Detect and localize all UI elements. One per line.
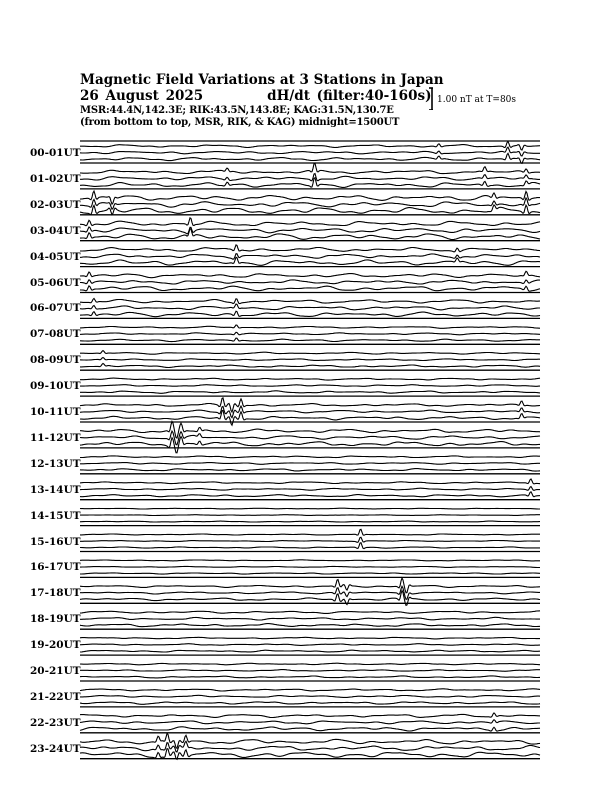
station-trace — [80, 720, 540, 724]
hour-label: 16-17UT — [30, 561, 81, 574]
station-trace — [80, 163, 540, 173]
hour-label: 09-10UT — [30, 380, 81, 393]
station-trace — [80, 695, 540, 697]
station-trace — [80, 325, 540, 328]
hour-label: 14-15UT — [30, 509, 81, 522]
station-trace — [80, 492, 540, 497]
station-trace — [80, 174, 540, 181]
station-trace — [80, 304, 540, 310]
hour-label: 19-20UT — [30, 639, 81, 652]
station-trace — [80, 689, 540, 691]
station-trace — [80, 406, 540, 418]
hour-label: 23-24UT — [30, 742, 81, 755]
station-trace — [80, 469, 540, 472]
station-trace — [80, 254, 540, 260]
station-trace — [80, 153, 540, 163]
station-trace — [80, 586, 540, 599]
hour-label: 04-05UT — [30, 250, 81, 263]
hour-label: 21-22UT — [30, 690, 81, 703]
station-trace — [80, 358, 540, 361]
station-trace — [80, 702, 540, 704]
station-trace — [80, 560, 540, 561]
station-trace — [80, 727, 540, 731]
station-trace — [80, 529, 540, 535]
hour-label: 01-02UT — [30, 172, 81, 185]
hour-label: 06-07UT — [30, 302, 81, 315]
station-trace — [80, 205, 540, 215]
station-trace — [80, 227, 540, 234]
hour-label: 18-19UT — [30, 613, 81, 626]
station-trace — [80, 508, 540, 509]
station-trace — [80, 271, 540, 277]
chart-date: 26 August 2025 — [80, 88, 204, 104]
station-trace — [80, 611, 540, 614]
station-trace — [80, 332, 540, 335]
station-trace — [80, 713, 540, 718]
stack-order-note: (from bottom to top, MSR, RIK, & KAG) midnight=1500UT — [80, 117, 400, 128]
station-trace — [80, 537, 540, 542]
station-trace — [80, 734, 540, 749]
station-trace — [80, 311, 540, 317]
hour-label: 22-23UT — [30, 716, 81, 729]
hour-label: 05-06UT — [30, 276, 81, 289]
station-trace — [80, 286, 540, 291]
station-trace — [80, 566, 540, 567]
chart-title: Magnetic Field Variations at 3 Stations in Japan — [80, 72, 444, 88]
hour-label: 13-14UT — [30, 483, 81, 496]
scale-label: 1.00 nT at T=80s — [437, 95, 517, 105]
station-trace — [80, 437, 540, 453]
station-trace — [80, 573, 540, 574]
station-trace — [80, 338, 540, 342]
hour-label: 10-11UT — [30, 406, 81, 418]
hour-label: 03-04UT — [30, 224, 81, 237]
hour-label: 02-03UT — [30, 198, 81, 211]
station-trace — [80, 391, 540, 394]
station-trace — [80, 385, 540, 387]
hour-label: 08-09UT — [30, 354, 81, 367]
station-trace — [80, 578, 540, 593]
station-trace — [80, 421, 540, 438]
station-trace — [80, 191, 540, 204]
chart-quantity: dH/dt (filter:40-160s) — [267, 88, 432, 104]
station-trace — [80, 398, 540, 412]
hour-label: 12-13UT — [30, 457, 81, 470]
hour-label: 15-16UT — [30, 535, 81, 548]
station-trace — [80, 479, 540, 484]
hour-label: 20-21UT — [30, 665, 81, 677]
hour-label: 00-01UT — [30, 147, 81, 159]
station-trace — [80, 378, 540, 380]
station-trace — [80, 257, 540, 265]
station-trace — [80, 147, 540, 156]
station-trace — [80, 617, 540, 620]
station-trace — [80, 663, 540, 665]
station-trace — [80, 280, 540, 284]
hour-label: 17-18UT — [30, 587, 81, 600]
station-trace — [80, 676, 540, 678]
station-trace — [80, 364, 540, 368]
hour-label: 11-12UT — [30, 431, 81, 444]
station-trace — [80, 650, 540, 652]
station-trace — [80, 670, 540, 672]
station-trace — [80, 245, 540, 252]
station-trace — [80, 644, 540, 646]
station-trace — [80, 351, 540, 355]
station-trace — [80, 463, 540, 465]
station-trace — [80, 741, 540, 752]
station-trace — [80, 515, 540, 516]
hour-label: 07-08UT — [30, 328, 81, 341]
station-trace — [80, 637, 540, 639]
station-trace — [80, 487, 540, 491]
station-trace — [80, 543, 540, 549]
station-trace — [80, 218, 540, 226]
station-trace — [80, 521, 540, 522]
station-trace — [80, 299, 540, 304]
station-coordinates: MSR:44.4N,142.3E; RIK:43.5N,143.8E; KAG:31.5N,130.7E — [80, 105, 394, 116]
station-trace — [80, 456, 540, 458]
station-trace — [80, 624, 540, 627]
station-trace — [80, 142, 540, 151]
